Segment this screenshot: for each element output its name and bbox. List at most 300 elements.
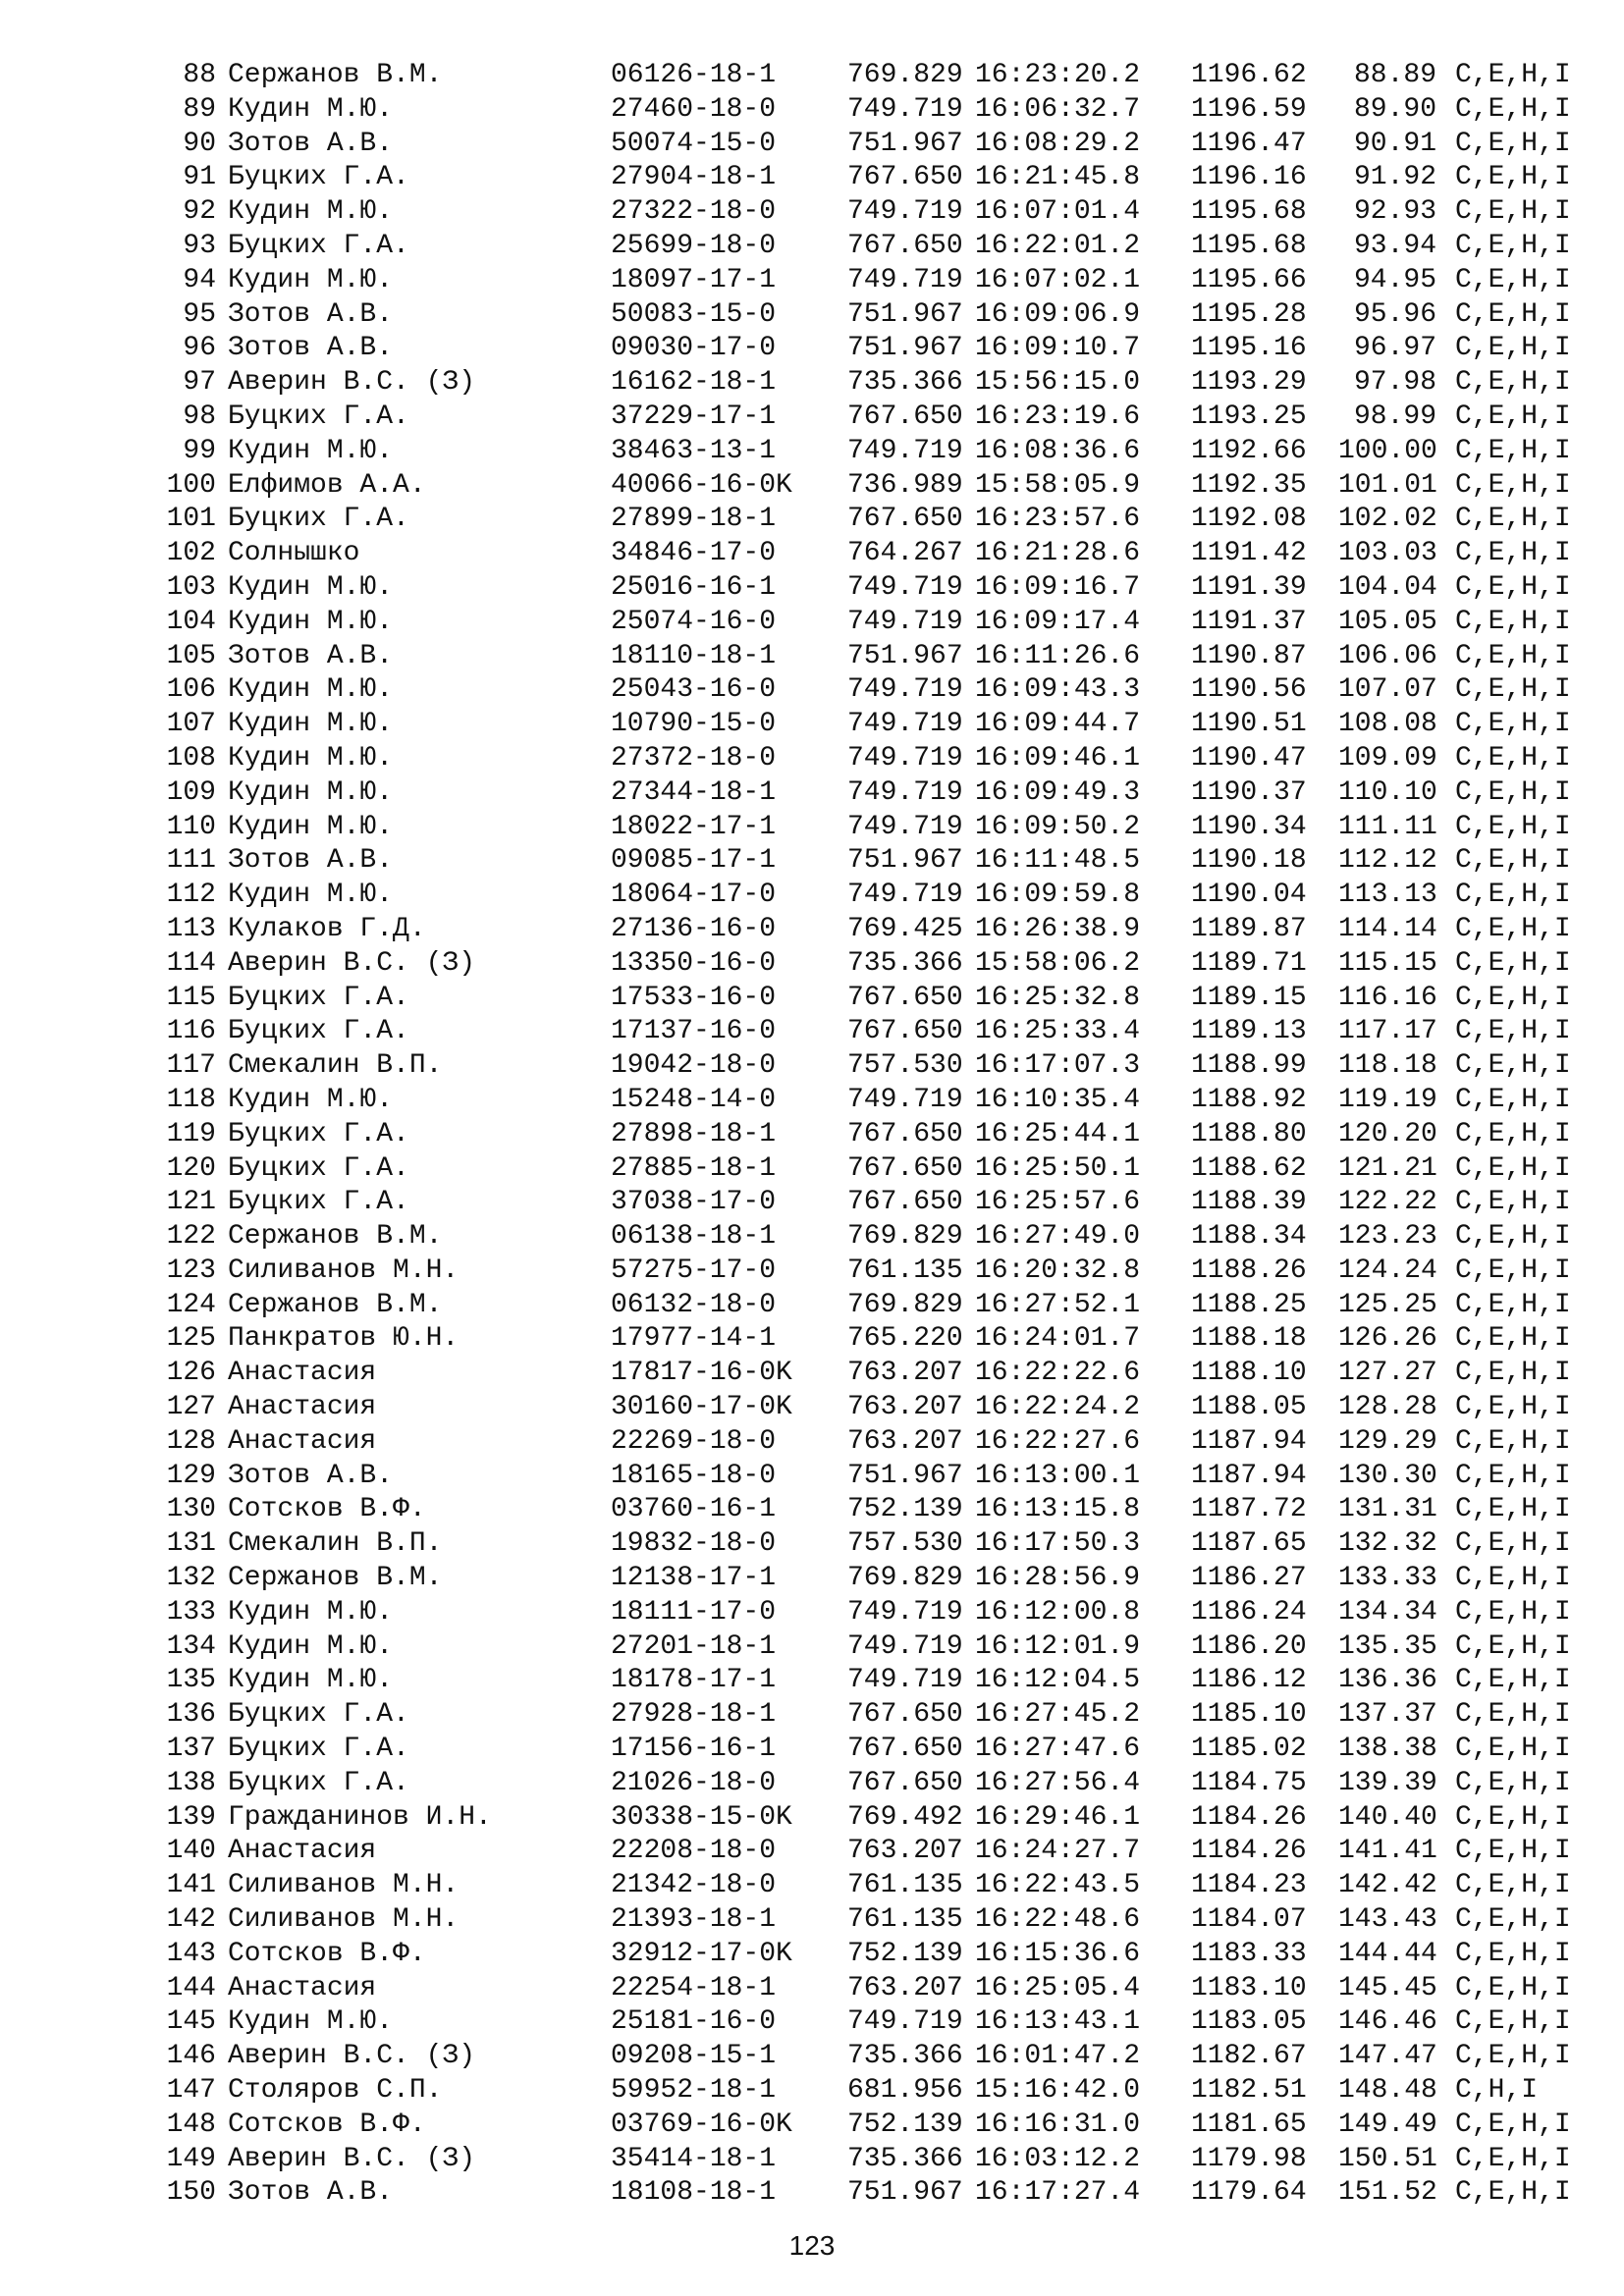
cell-points: 90.91 bbox=[1353, 128, 1436, 159]
cell-arrival-time: 16:21:28.6 bbox=[975, 538, 1141, 569]
cell-points: 144.44 bbox=[1338, 1938, 1437, 1969]
cell-owner-name: Аверин В.С. (З) bbox=[228, 947, 476, 979]
cell-distance: 751.967 bbox=[847, 2177, 963, 2209]
cell-classes: C,E,H,I bbox=[1455, 128, 1571, 159]
cell-owner-name: Анастасия bbox=[228, 1392, 377, 1423]
cell-points: 110.10 bbox=[1338, 776, 1437, 808]
cell-position: 142 bbox=[166, 1904, 216, 1936]
cell-ring-number: 35414-18-1 bbox=[611, 2143, 777, 2174]
cell-position: 123 bbox=[166, 1255, 216, 1286]
cell-ring-number: 50083-15-0 bbox=[611, 298, 777, 330]
cell-position: 146 bbox=[166, 2041, 216, 2072]
cell-classes: C,E,H,I bbox=[1455, 1425, 1571, 1457]
cell-position: 99 bbox=[183, 435, 216, 466]
cell-arrival-time: 16:22:43.5 bbox=[975, 1870, 1141, 1901]
cell-speed: 1196.16 bbox=[1191, 162, 1307, 193]
cell-position: 150 bbox=[166, 2177, 216, 2209]
cell-distance: 769.829 bbox=[847, 1563, 963, 1594]
cell-ring-number: 06132-18-0 bbox=[611, 1289, 777, 1320]
cell-distance: 767.650 bbox=[847, 1118, 963, 1149]
cell-classes: C,E,H,I bbox=[1455, 1630, 1571, 1662]
cell-speed: 1193.29 bbox=[1191, 367, 1307, 399]
cell-ring-number: 27460-18-0 bbox=[611, 93, 777, 125]
cell-speed: 1190.34 bbox=[1191, 811, 1307, 842]
cell-distance: 767.650 bbox=[847, 982, 963, 1013]
cell-ring-number: 59952-18-1 bbox=[611, 2075, 777, 2107]
cell-classes: C,E,H,I bbox=[1455, 1904, 1571, 1936]
cell-owner-name: Кудин М.Ю. bbox=[228, 674, 394, 706]
cell-distance: 749.719 bbox=[847, 571, 963, 603]
cell-owner-name: Елфимов А.А. bbox=[228, 469, 426, 501]
cell-points: 115.15 bbox=[1338, 947, 1437, 979]
cell-distance: 769.829 bbox=[847, 60, 963, 90]
cell-distance: 749.719 bbox=[847, 742, 963, 774]
cell-position: 110 bbox=[166, 811, 216, 842]
cell-classes: C,E,H,I bbox=[1455, 947, 1571, 979]
cell-points: 122.22 bbox=[1338, 1187, 1437, 1218]
cell-owner-name: Силиванов М.Н. bbox=[228, 1870, 460, 1901]
cell-points: 95.96 bbox=[1353, 298, 1436, 330]
cell-position: 147 bbox=[166, 2075, 216, 2107]
cell-distance: 749.719 bbox=[847, 880, 963, 911]
cell-distance: 761.135 bbox=[847, 1904, 963, 1936]
cell-position: 121 bbox=[166, 1187, 216, 1218]
cell-points: 104.04 bbox=[1338, 571, 1437, 603]
cell-classes: C,E,H,I bbox=[1455, 1084, 1571, 1115]
cell-distance: 767.650 bbox=[847, 400, 963, 432]
cell-distance: 751.967 bbox=[847, 333, 963, 364]
cell-position: 96 bbox=[183, 333, 216, 364]
cell-position: 91 bbox=[183, 162, 216, 193]
cell-points: 107.07 bbox=[1338, 674, 1437, 706]
cell-owner-name: Зотов А.В. bbox=[228, 1460, 394, 1491]
cell-points: 105.05 bbox=[1338, 606, 1437, 637]
cell-owner-name: Гражданинов И.Н. bbox=[228, 1801, 492, 1833]
cell-distance: 751.967 bbox=[847, 640, 963, 671]
cell-owner-name: Зотов А.В. bbox=[228, 2177, 394, 2209]
cell-classes: C,E,H,I bbox=[1455, 1938, 1571, 1969]
cell-owner-name: Сотсков В.Ф. bbox=[228, 2109, 426, 2140]
cell-distance: 761.135 bbox=[847, 1255, 963, 1286]
cell-speed: 1184.07 bbox=[1191, 1904, 1307, 1936]
cell-distance: 763.207 bbox=[847, 1392, 963, 1423]
cell-classes: C,E,H,I bbox=[1455, 2006, 1571, 2038]
cell-distance: 769.492 bbox=[847, 1801, 963, 1833]
cell-points: 92.93 bbox=[1353, 196, 1436, 228]
cell-points: 130.30 bbox=[1338, 1460, 1437, 1491]
cell-points: 123.23 bbox=[1338, 1221, 1437, 1253]
cell-distance: 769.829 bbox=[847, 1289, 963, 1320]
cell-speed: 1192.66 bbox=[1191, 435, 1307, 466]
cell-points: 91.92 bbox=[1353, 162, 1436, 193]
cell-owner-name: Смекалин В.П. bbox=[228, 1528, 443, 1560]
cell-classes: C,E,H,I bbox=[1455, 1460, 1571, 1491]
cell-arrival-time: 16:23:57.6 bbox=[975, 504, 1141, 535]
cell-arrival-time: 16:22:01.2 bbox=[975, 230, 1141, 261]
cell-owner-name: Кудин М.Ю. bbox=[228, 1630, 394, 1662]
cell-points: 102.02 bbox=[1338, 504, 1437, 535]
cell-arrival-time: 16:13:00.1 bbox=[975, 1460, 1141, 1491]
cell-distance: 749.719 bbox=[847, 674, 963, 706]
cell-distance: 767.650 bbox=[847, 1016, 963, 1047]
cell-ring-number: 10790-15-0 bbox=[611, 709, 777, 740]
cell-position: 148 bbox=[166, 2109, 216, 2140]
cell-classes: C,E,H,I bbox=[1455, 1221, 1571, 1253]
cell-classes: C,E,H,I bbox=[1455, 230, 1571, 261]
cell-ring-number: 27928-18-1 bbox=[611, 1699, 777, 1731]
cell-points: 131.31 bbox=[1338, 1494, 1437, 1525]
cell-owner-name: Буцких Г.А. bbox=[228, 1152, 409, 1184]
cell-arrival-time: 16:09:17.4 bbox=[975, 606, 1141, 637]
cell-arrival-time: 16:08:29.2 bbox=[975, 128, 1141, 159]
cell-speed: 1195.66 bbox=[1191, 264, 1307, 295]
cell-classes: C,E,H,I bbox=[1455, 1323, 1571, 1355]
cell-classes: C,E,H,I bbox=[1455, 1016, 1571, 1047]
cell-points: 108.08 bbox=[1338, 709, 1437, 740]
cell-ring-number: 27201-18-1 bbox=[611, 1630, 777, 1662]
cell-owner-name: Смекалин В.П. bbox=[228, 1050, 443, 1082]
cell-classes: C,E,H,I bbox=[1455, 333, 1571, 364]
cell-points: 143.43 bbox=[1338, 1904, 1437, 1936]
cell-position: 101 bbox=[166, 504, 216, 535]
cell-classes: C,E,H,I bbox=[1455, 435, 1571, 466]
cell-ring-number: 18108-18-1 bbox=[611, 2177, 777, 2209]
cell-classes: C,E,H,I bbox=[1455, 2041, 1571, 2072]
cell-ring-number: 06138-18-1 bbox=[611, 1221, 777, 1253]
cell-owner-name: Зотов А.В. bbox=[228, 333, 394, 364]
cell-distance: 765.220 bbox=[847, 1323, 963, 1355]
cell-distance: 736.989 bbox=[847, 469, 963, 501]
cell-speed: 1184.26 bbox=[1191, 1801, 1307, 1833]
cell-distance: 751.967 bbox=[847, 298, 963, 330]
cell-arrival-time: 16:09:06.9 bbox=[975, 298, 1141, 330]
cell-arrival-time: 16:21:45.8 bbox=[975, 162, 1141, 193]
cell-position: 104 bbox=[166, 606, 216, 637]
cell-classes: C,E,H,I bbox=[1455, 1596, 1571, 1628]
cell-speed: 1196.62 bbox=[1191, 60, 1307, 90]
cell-speed: 1191.42 bbox=[1191, 538, 1307, 569]
cell-position: 133 bbox=[166, 1596, 216, 1628]
cell-speed: 1189.13 bbox=[1191, 1016, 1307, 1047]
cell-owner-name: Столяров С.П. bbox=[228, 2075, 443, 2107]
cell-speed: 1190.56 bbox=[1191, 674, 1307, 706]
cell-classes: C,E,H,I bbox=[1455, 913, 1571, 944]
cell-ring-number: 21026-18-0 bbox=[611, 1767, 777, 1798]
cell-distance: 735.366 bbox=[847, 2041, 963, 2072]
cell-points: 149.49 bbox=[1338, 2109, 1437, 2140]
cell-distance: 749.719 bbox=[847, 709, 963, 740]
cell-points: 117.17 bbox=[1338, 1016, 1437, 1047]
cell-arrival-time: 16:23:19.6 bbox=[975, 400, 1141, 432]
cell-classes: C,E,H,I bbox=[1455, 811, 1571, 842]
cell-arrival-time: 16:12:01.9 bbox=[975, 1630, 1141, 1662]
cell-ring-number: 38463-13-1 bbox=[611, 435, 777, 466]
cell-arrival-time: 16:25:44.1 bbox=[975, 1118, 1141, 1149]
cell-position: 97 bbox=[183, 367, 216, 399]
cell-ring-number: 17533-16-0 bbox=[611, 982, 777, 1013]
cell-speed: 1192.08 bbox=[1191, 504, 1307, 535]
cell-owner-name: Кулаков Г.Д. bbox=[228, 913, 426, 944]
cell-speed: 1188.99 bbox=[1191, 1050, 1307, 1082]
cell-classes: C,E,H,I bbox=[1455, 880, 1571, 911]
cell-classes: C,E,H,I bbox=[1455, 538, 1571, 569]
cell-arrival-time: 16:22:22.6 bbox=[975, 1358, 1141, 1389]
cell-points: 135.35 bbox=[1338, 1630, 1437, 1662]
cell-distance: 752.139 bbox=[847, 1938, 963, 1969]
cell-classes: C,E,H,I bbox=[1455, 674, 1571, 706]
cell-classes: C,E,H,I bbox=[1455, 1050, 1571, 1082]
cell-points: 139.39 bbox=[1338, 1767, 1437, 1798]
cell-owner-name: Сотсков В.Ф. bbox=[228, 1494, 426, 1525]
cell-distance: 757.530 bbox=[847, 1528, 963, 1560]
cell-points: 100.00 bbox=[1338, 435, 1437, 466]
cell-position: 117 bbox=[166, 1050, 216, 1082]
cell-speed: 1179.64 bbox=[1191, 2177, 1307, 2209]
cell-arrival-time: 16:27:45.2 bbox=[975, 1699, 1141, 1731]
cell-ring-number: 09030-17-0 bbox=[611, 333, 777, 364]
cell-speed: 1184.75 bbox=[1191, 1767, 1307, 1798]
cell-points: 111.11 bbox=[1338, 811, 1437, 842]
cell-speed: 1185.10 bbox=[1191, 1699, 1307, 1731]
cell-position: 122 bbox=[166, 1221, 216, 1253]
cell-speed: 1195.16 bbox=[1191, 333, 1307, 364]
cell-speed: 1189.15 bbox=[1191, 982, 1307, 1013]
cell-classes: C,E,H,I bbox=[1455, 1358, 1571, 1389]
cell-arrival-time: 16:12:04.5 bbox=[975, 1665, 1141, 1696]
cell-ring-number: 22269-18-0 bbox=[611, 1425, 777, 1457]
cell-classes: C,H,I bbox=[1455, 2075, 1539, 2107]
cell-owner-name: Буцких Г.А. bbox=[228, 400, 409, 432]
cell-speed: 1188.62 bbox=[1191, 1152, 1307, 1184]
cell-classes: C,E,H,I bbox=[1455, 1152, 1571, 1184]
cell-distance: 757.530 bbox=[847, 1050, 963, 1082]
cell-arrival-time: 15:16:42.0 bbox=[975, 2075, 1141, 2107]
cell-ring-number: 18064-17-0 bbox=[611, 880, 777, 911]
cell-speed: 1187.72 bbox=[1191, 1494, 1307, 1525]
cell-points: 146.46 bbox=[1338, 2006, 1437, 2038]
cell-position: 88 bbox=[183, 60, 216, 90]
cell-owner-name: Кудин М.Ю. bbox=[228, 196, 394, 228]
cell-classes: C,E,H,I bbox=[1455, 1972, 1571, 2003]
cell-ring-number: 09085-17-1 bbox=[611, 845, 777, 877]
cell-owner-name: Буцких Г.А. bbox=[228, 1699, 409, 1731]
cell-classes: C,E,H,I bbox=[1455, 1836, 1571, 1867]
cell-arrival-time: 16:25:57.6 bbox=[975, 1187, 1141, 1218]
cell-speed: 1190.47 bbox=[1191, 742, 1307, 774]
cell-position: 106 bbox=[166, 674, 216, 706]
cell-position: 113 bbox=[166, 913, 216, 944]
cell-distance: 735.366 bbox=[847, 367, 963, 399]
cell-classes: C,E,H,I bbox=[1455, 1187, 1571, 1218]
cell-ring-number: 15248-14-0 bbox=[611, 1084, 777, 1115]
cell-distance: 751.967 bbox=[847, 128, 963, 159]
cell-ring-number: 18110-18-1 bbox=[611, 640, 777, 671]
cell-arrival-time: 15:56:15.0 bbox=[975, 367, 1141, 399]
cell-speed: 1188.26 bbox=[1191, 1255, 1307, 1286]
cell-position: 144 bbox=[166, 1972, 216, 2003]
cell-speed: 1191.39 bbox=[1191, 571, 1307, 603]
cell-position: 135 bbox=[166, 1665, 216, 1696]
cell-ring-number: 03769-16-0K bbox=[611, 2109, 792, 2140]
cell-speed: 1181.65 bbox=[1191, 2109, 1307, 2140]
cell-position: 112 bbox=[166, 880, 216, 911]
cell-points: 96.97 bbox=[1353, 333, 1436, 364]
cell-points: 150.51 bbox=[1338, 2143, 1437, 2174]
cell-owner-name: Кудин М.Ю. bbox=[228, 1084, 394, 1115]
cell-distance: 749.719 bbox=[847, 93, 963, 125]
cell-ring-number: 30160-17-0K bbox=[611, 1392, 792, 1423]
cell-owner-name: Анастасия bbox=[228, 1425, 377, 1457]
cell-position: 136 bbox=[166, 1699, 216, 1731]
cell-ring-number: 06126-18-1 bbox=[611, 60, 777, 90]
cell-points: 133.33 bbox=[1338, 1563, 1437, 1594]
cell-distance: 749.719 bbox=[847, 776, 963, 808]
cell-points: 119.19 bbox=[1338, 1084, 1437, 1115]
cell-distance: 767.650 bbox=[847, 1734, 963, 1765]
cell-classes: C,E,H,I bbox=[1455, 1665, 1571, 1696]
cell-owner-name: Буцких Г.А. bbox=[228, 982, 409, 1013]
cell-distance: 749.719 bbox=[847, 1596, 963, 1628]
cell-distance: 749.719 bbox=[847, 435, 963, 466]
cell-classes: C,E,H,I bbox=[1455, 776, 1571, 808]
cell-points: 121.21 bbox=[1338, 1152, 1437, 1184]
cell-ring-number: 21393-18-1 bbox=[611, 1904, 777, 1936]
cell-distance: 763.207 bbox=[847, 1836, 963, 1867]
cell-distance: 735.366 bbox=[847, 947, 963, 979]
cell-distance: 763.207 bbox=[847, 1358, 963, 1389]
page-number: 123 bbox=[788, 2230, 836, 2261]
cell-owner-name: Сержанов В.М. bbox=[228, 60, 443, 90]
cell-ring-number: 30338-15-0K bbox=[611, 1801, 792, 1833]
cell-owner-name: Кудин М.Ю. bbox=[228, 2006, 394, 2038]
cell-points: 147.47 bbox=[1338, 2041, 1437, 2072]
cell-speed: 1191.37 bbox=[1191, 606, 1307, 637]
cell-ring-number: 18022-17-1 bbox=[611, 811, 777, 842]
cell-points: 140.40 bbox=[1338, 1801, 1437, 1833]
cell-ring-number: 27322-18-0 bbox=[611, 196, 777, 228]
cell-points: 132.32 bbox=[1338, 1528, 1437, 1560]
cell-ring-number: 25074-16-0 bbox=[611, 606, 777, 637]
cell-distance: 749.719 bbox=[847, 1665, 963, 1696]
cell-arrival-time: 16:09:50.2 bbox=[975, 811, 1141, 842]
cell-position: 95 bbox=[183, 298, 216, 330]
cell-points: 124.24 bbox=[1338, 1255, 1437, 1286]
cell-arrival-time: 15:58:05.9 bbox=[975, 469, 1141, 501]
cell-owner-name: Кудин М.Ю. bbox=[228, 1665, 394, 1696]
cell-speed: 1183.10 bbox=[1191, 1972, 1307, 2003]
cell-speed: 1184.26 bbox=[1191, 1836, 1307, 1867]
cell-owner-name: Сержанов В.М. bbox=[228, 1289, 443, 1320]
cell-distance: 751.967 bbox=[847, 845, 963, 877]
cell-position: 130 bbox=[166, 1494, 216, 1525]
cell-ring-number: 27372-18-0 bbox=[611, 742, 777, 774]
cell-distance: 767.650 bbox=[847, 162, 963, 193]
cell-owner-name: Буцких Г.А. bbox=[228, 230, 409, 261]
cell-arrival-time: 16:24:27.7 bbox=[975, 1836, 1141, 1867]
cell-classes: C,E,H,I bbox=[1455, 982, 1571, 1013]
cell-position: 115 bbox=[166, 982, 216, 1013]
cell-classes: C,E,H,I bbox=[1455, 1118, 1571, 1149]
cell-points: 142.42 bbox=[1338, 1870, 1437, 1901]
cell-arrival-time: 16:11:26.6 bbox=[975, 640, 1141, 671]
cell-ring-number: 27899-18-1 bbox=[611, 504, 777, 535]
cell-position: 132 bbox=[166, 1563, 216, 1594]
cell-position: 134 bbox=[166, 1630, 216, 1662]
cell-speed: 1193.25 bbox=[1191, 400, 1307, 432]
cell-ring-number: 13350-16-0 bbox=[611, 947, 777, 979]
cell-classes: C,E,H,I bbox=[1455, 504, 1571, 535]
cell-speed: 1182.51 bbox=[1191, 2075, 1307, 2107]
cell-speed: 1184.23 bbox=[1191, 1870, 1307, 1901]
cell-owner-name: Кудин М.Ю. bbox=[228, 1596, 394, 1628]
cell-speed: 1188.18 bbox=[1191, 1323, 1307, 1355]
cell-ring-number: 57275-17-0 bbox=[611, 1255, 777, 1286]
cell-ring-number: 22254-18-1 bbox=[611, 1972, 777, 2003]
cell-ring-number: 18097-17-1 bbox=[611, 264, 777, 295]
cell-points: 148.48 bbox=[1338, 2075, 1437, 2107]
cell-position: 137 bbox=[166, 1734, 216, 1765]
cell-speed: 1187.94 bbox=[1191, 1460, 1307, 1491]
cell-owner-name: Аверин В.С. (З) bbox=[228, 2143, 476, 2174]
cell-owner-name: Кудин М.Ю. bbox=[228, 435, 394, 466]
cell-classes: C,E,H,I bbox=[1455, 709, 1571, 740]
cell-distance: 763.207 bbox=[847, 1972, 963, 2003]
cell-classes: C,E,H,I bbox=[1455, 298, 1571, 330]
cell-ring-number: 25043-16-0 bbox=[611, 674, 777, 706]
cell-speed: 1190.04 bbox=[1191, 880, 1307, 911]
cell-arrival-time: 16:25:33.4 bbox=[975, 1016, 1141, 1047]
cell-ring-number: 34846-17-0 bbox=[611, 538, 777, 569]
cell-position: 100 bbox=[166, 469, 216, 501]
cell-classes: C,E,H,I bbox=[1455, 2143, 1571, 2174]
cell-position: 108 bbox=[166, 742, 216, 774]
cell-position: 119 bbox=[166, 1118, 216, 1149]
cell-classes: C,E,H,I bbox=[1455, 845, 1571, 877]
cell-arrival-time: 16:26:38.9 bbox=[975, 913, 1141, 944]
cell-distance: 752.139 bbox=[847, 2109, 963, 2140]
cell-distance: 767.650 bbox=[847, 1152, 963, 1184]
cell-ring-number: 17977-14-1 bbox=[611, 1323, 777, 1355]
cell-position: 141 bbox=[166, 1870, 216, 1901]
cell-ring-number: 09208-15-1 bbox=[611, 2041, 777, 2072]
cell-classes: C,E,H,I bbox=[1455, 1870, 1571, 1901]
cell-position: 90 bbox=[183, 128, 216, 159]
cell-classes: C,E,H,I bbox=[1455, 1494, 1571, 1525]
cell-owner-name: Зотов А.В. bbox=[228, 128, 394, 159]
cell-position: 126 bbox=[166, 1358, 216, 1389]
cell-points: 88.89 bbox=[1353, 60, 1436, 90]
cell-ring-number: 27904-18-1 bbox=[611, 162, 777, 193]
cell-owner-name: Буцких Г.А. bbox=[228, 162, 409, 193]
cell-points: 109.09 bbox=[1338, 742, 1437, 774]
cell-owner-name: Силиванов М.Н. bbox=[228, 1904, 460, 1936]
cell-owner-name: Буцких Г.А. bbox=[228, 1734, 409, 1765]
cell-position: 94 bbox=[183, 264, 216, 295]
cell-ring-number: 27885-18-1 bbox=[611, 1152, 777, 1184]
cell-classes: C,E,H,I bbox=[1455, 1801, 1571, 1833]
cell-arrival-time: 16:06:32.7 bbox=[975, 93, 1141, 125]
cell-classes: C,E,H,I bbox=[1455, 2109, 1571, 2140]
cell-position: 103 bbox=[166, 571, 216, 603]
cell-speed: 1188.05 bbox=[1191, 1392, 1307, 1423]
cell-position: 92 bbox=[183, 196, 216, 228]
cell-distance: 767.650 bbox=[847, 1699, 963, 1731]
cell-classes: C,E,H,I bbox=[1455, 571, 1571, 603]
cell-owner-name: Зотов А.В. bbox=[228, 640, 394, 671]
cell-arrival-time: 16:16:31.0 bbox=[975, 2109, 1141, 2140]
cell-position: 145 bbox=[166, 2006, 216, 2038]
cell-points: 112.12 bbox=[1338, 845, 1437, 877]
